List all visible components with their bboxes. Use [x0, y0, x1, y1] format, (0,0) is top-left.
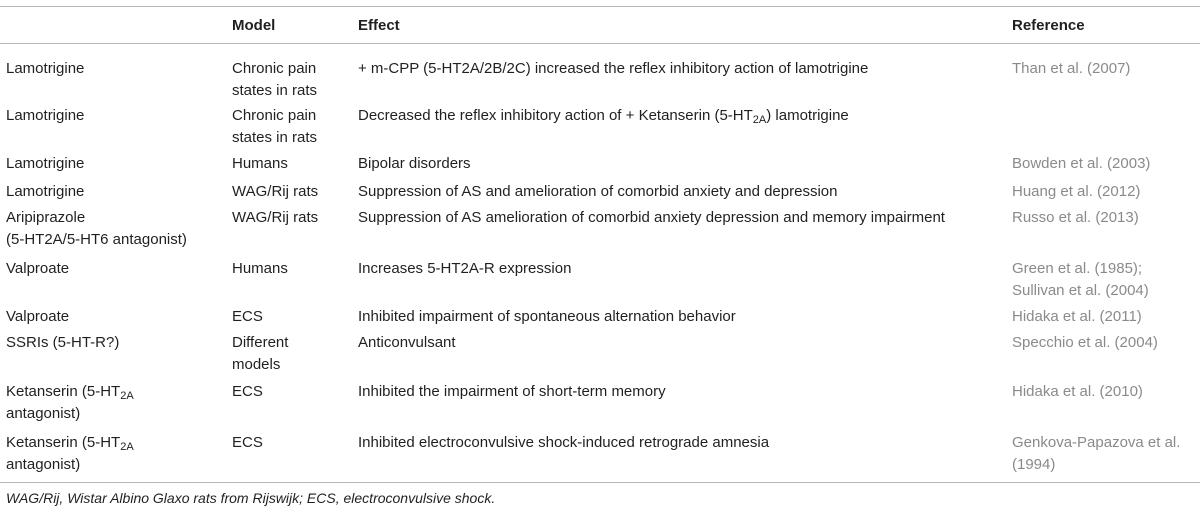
drug-cell: Valproate: [6, 308, 70, 325]
reference-cell: Hidaka et al. (2010): [1012, 383, 1143, 400]
drug-cell: Aripiprazole (5-HT2A/5-HT6 antagonist): [6, 209, 187, 248]
reference-cell: Genkova-Papazova et al. (1994): [1012, 434, 1181, 473]
header-model: Model: [232, 17, 276, 34]
reference-cell: Huang et al. (2012): [1012, 183, 1141, 200]
drug-cell: Lamotrigine: [6, 155, 85, 172]
model-cell: WAG/Rij rats: [232, 209, 319, 226]
effect-cell: + m-CPP (5-HT2A/2B/2C) increased the reflex inhibitory action of lamotrigine: [358, 60, 869, 77]
data-table: [0, 6, 1200, 473]
table-header: [0, 6, 1200, 44]
drug-cell: Lamotrigine: [6, 60, 85, 77]
model-cell: Different models: [232, 334, 289, 373]
effect-cell: Suppression of AS amelioration of comorbid anxiety depression and memory impairment: [358, 209, 945, 226]
effect-cell: Decreased the reflex inhibitory action of + Ketanserin $(5-HT_{2A})$ lamotrigine: [358, 107, 849, 126]
reference-cell: Green et al. (1985); Sullivan et al. (2004): [1012, 260, 1149, 299]
effect-cell: Bipolar disorders: [358, 155, 471, 172]
model-cell: Humans: [232, 155, 288, 172]
model-cell: ECS: [232, 308, 263, 325]
footer-divider: [0, 482, 1200, 483]
effect-cell: Inhibited the impairment of short-term memory: [358, 383, 666, 400]
drug-cell: Ketanserin ($5-HT_{2A}$ antagonist): [6, 383, 134, 422]
reference-cell: Than et al. (2007): [1012, 60, 1131, 77]
model-cell: WAG/Rij rats: [232, 183, 319, 200]
reference-cell: Bowden et al. (2003): [1012, 155, 1151, 172]
reference-cell: Russo et al. (2013): [1012, 209, 1139, 226]
model-cell: ECS: [232, 383, 263, 400]
effect-cell: Suppression of AS and amelioration of comorbid anxiety and depression: [358, 183, 838, 200]
drug-cell: Lamotrigine: [6, 183, 85, 200]
effect-cell: Anticonvulsant: [358, 334, 456, 351]
effect-cell: Inhibited electroconvulsive shock-induced retrograde amnesia: [358, 434, 770, 451]
model-cell: Humans: [232, 260, 288, 277]
reference-cell: Specchio et al. (2004): [1012, 334, 1158, 351]
reference-cell: Hidaka et al. (2011): [1012, 308, 1142, 325]
model-cell: ECS: [232, 434, 263, 451]
header-reference: Reference: [1012, 17, 1085, 34]
model-cell: Chronic pain states in rats: [232, 107, 318, 146]
effect-cell: Increases 5-HT2A-R expression: [358, 260, 572, 277]
drug-cell: Lamotrigine: [6, 107, 85, 124]
effect-cell: Inhibited impairment of spontaneous alternation behavior: [358, 308, 736, 325]
drug-cell: Valproate: [6, 260, 70, 277]
header-effect: Effect: [358, 17, 400, 34]
table-footnote: WAG/Rij, Wistar Albino Glaxo rats from Rijswijk; ECS, electroconvulsive shock.: [6, 490, 496, 506]
drug-cell: Ketanserin ($5-HT_{2A}$ antagonist): [6, 434, 134, 473]
model-cell: Chronic pain states in rats: [232, 60, 318, 99]
drug-cell: SSRIs (5-HT-R?): [6, 334, 120, 351]
